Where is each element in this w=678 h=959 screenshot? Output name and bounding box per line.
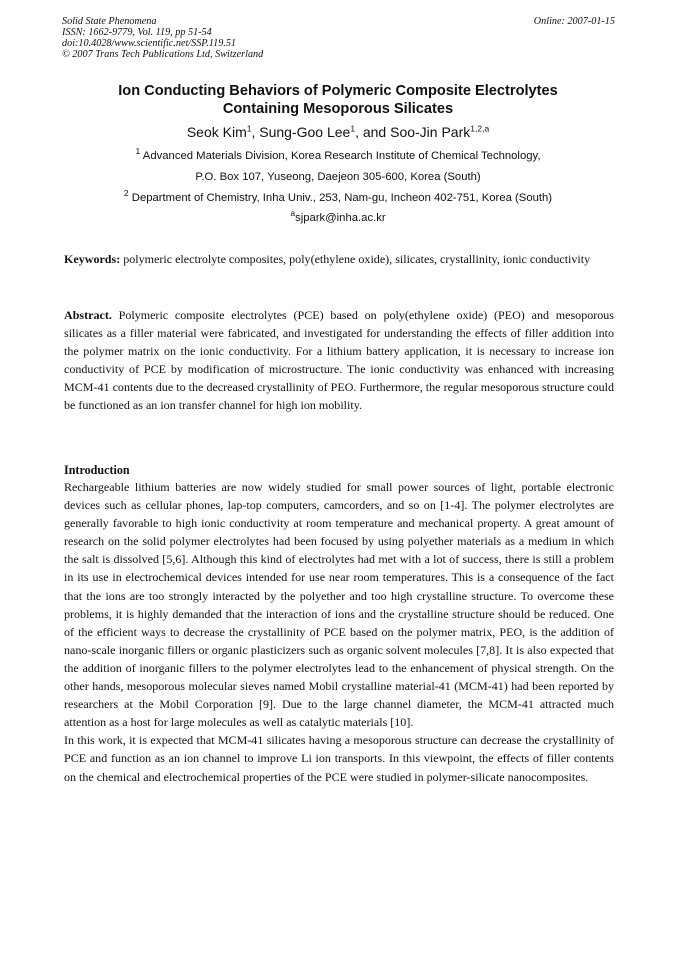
issn-line: ISSN: 1662-9779, Vol. 119, pp 51-54 [62,27,212,39]
keywords-text: polymeric electrolyte composites, poly(ethylene oxide), silicates, crystallinity, ionic conductivity [120,252,591,266]
keywords-label: Keywords: [64,252,121,266]
author-name: Soo-Jin Park [390,124,471,140]
copyright-line: © 2007 Trans Tech Publications Ltd, Switzerland [62,49,264,61]
keywords [64,250,614,268]
corresponding-email: $^a$sjpark@inha.ac.kr [290,208,386,224]
doi-line: doi:10.4028/www.scientific.net/SSP.119.51 [62,38,237,50]
author-separator: , [251,124,260,140]
abstract-text: Polymeric composite electrolytes (PCE) based on poly(ethylene oxide) (PEO) and mesoporous silicates as a filler material were fabricated, and investigated for understanding the effects of filler addition into the polymer matrix on the ionic conductivity. For a lithium battery application, it is necessary to increase ion conductivity of PCE by modification of microstructure. The ionic conductivity was enhanced with increasing MCM-41 contents due to the decreased crystallinity of PEO. Furthermore, the regular mesoporous structure could be functioned as an ion transfer channel for high ion mobility. [64,308,614,413]
author-name: Seok Kim [186,124,247,140]
author-name: Sung-Goo Lee [259,124,351,140]
author-affiliation-mark: 1,2,a [470,123,490,134]
affiliation-mark: 2 [123,188,129,199]
journal-name: Solid State Phenomena [62,16,157,27]
paragraph: In this work, it is expected that MCM-41 silicates having a mesoporous structure can decrease the crystallinity of PCE and function as an ion channel to improve Li ion transports. In this viewpoint, the effects of filler contents on the chemical and electrochemical properties of the PCE were studied in polymer-silicate nanocomposites. [64,733,614,784]
abstract-label: Abstract. [64,308,112,322]
author-list [62,123,614,141]
journal-header [62,16,442,60]
author-affiliation-mark: 1 [246,123,252,134]
email-mark: a [290,208,296,219]
introduction-body [64,478,614,786]
abstract [64,306,614,415]
online-date: Online: 2007-01-15 [533,16,615,27]
affiliation-1-line-1: $^1$ Advanced Materials Division, Korea Research Institute of Chemical Technology, [135,146,541,162]
author-separator: , and [355,124,391,140]
paragraph: Rechargeable lithium batteries are now widely studied for small power sources of light, portable electronic devices such as cellular phones, lap-top computers, camcorders, and so on [1-4]. The polymer electrolytes are generally favorable to high ionic conductivity at room temperature and mechanical property. A great amount of research on the solid polymer electrolytes had been focused by using polyether materials as a medium in which the salt is dissolved [5,6]. Although this kind of electrolytes had met with a lot of success, there is still a problem in its use in electrochemical devices intended for use near room temperatures. This is a consequence of the fact that the ions are too strongly interacted by the polyether and too high crystalline structure. To overcome these problems, it is highly demanded that the interaction of ions and the crystalline structure should be reduced. One of the efficient ways to decrease the crystallinity of PCE based on the polymer matrix, PEO, is the addition of nano-scale inorganic fillers or organic plasticizers such as organic solvent molecules [7,8]. It is also expected that the addition of inorganic fillers to the polymer electrolytes lead to the enhancement of physical strength. On the other hands, mesoporous molecular sieves named Mobil crystalline material-41 (MCM-41) had been reported by researchers at the Mobil Corporation [9]. Due to the large channel diameter, the MCM-41 attracted much attention as a host for large molecules as well as catalytic materials [10]. [64,480,614,730]
affiliation-2: $^2$ Department of Chemistry, Inha Univ., 253, Nam-gu, Incheon 402-751, Korea (South) [123,188,553,204]
title-line-2: Containing Mesoporous Silicates [222,101,454,117]
paper-title [62,82,614,118]
affiliation-1-line-2: P.O. Box 107, Yuseong, Daejeon 305-600, Korea (South) [195,171,481,183]
section-heading-introduction: Introduction [64,463,130,477]
author-affiliation-mark: 1 [350,123,356,134]
title-line-1: Ion Conducting Behaviors of Polymeric Composite Electrolytes [118,83,558,99]
affiliation-mark: 1 [135,146,141,157]
